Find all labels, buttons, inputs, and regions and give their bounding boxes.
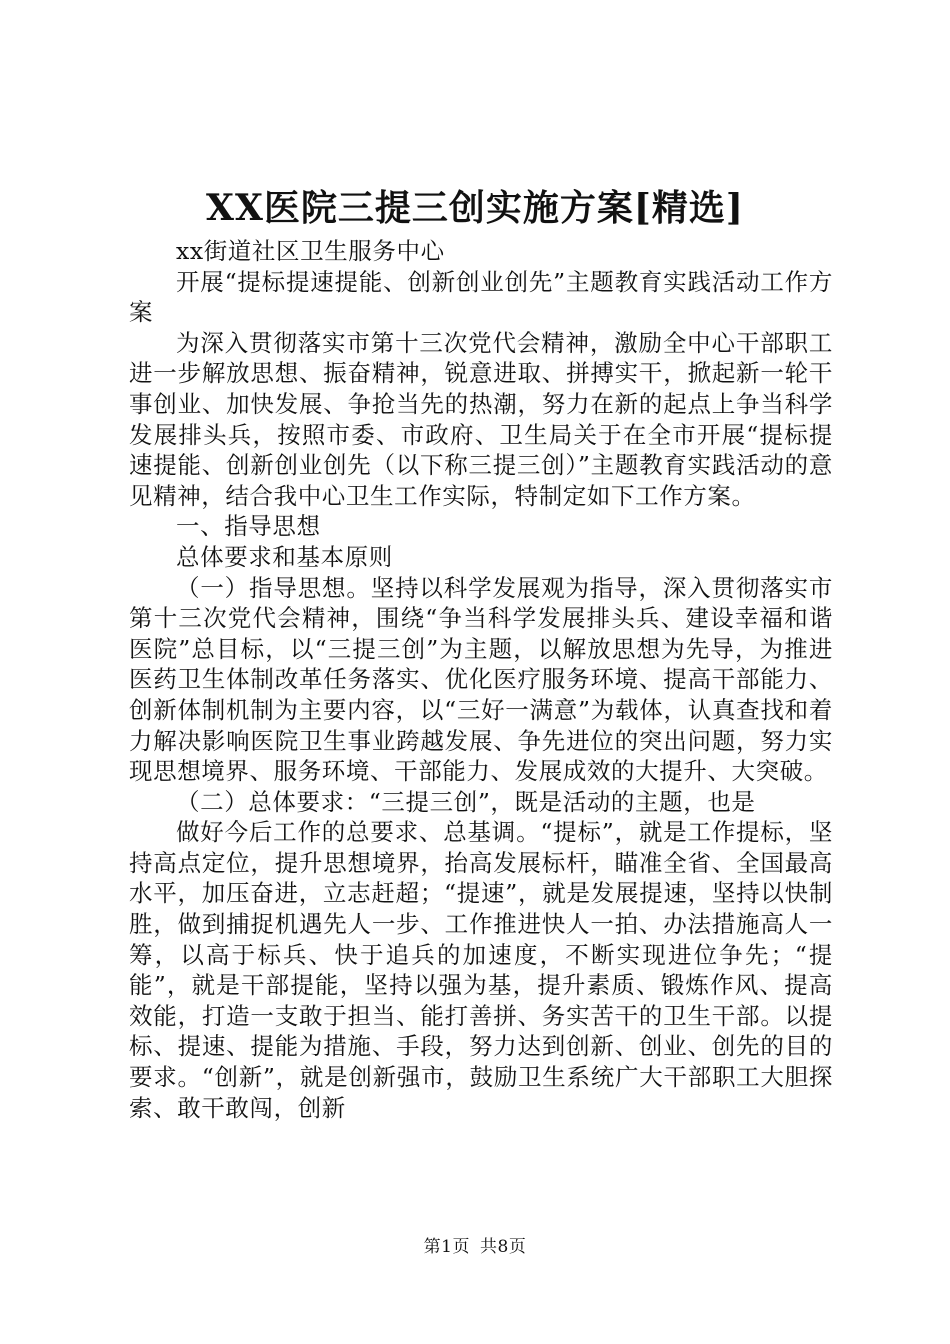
- page-total: 共8页: [480, 1237, 527, 1257]
- plan-subtitle: 开展“提标提速提能、创新创业创先”主题教育实践活动工作方案: [129, 267, 833, 327]
- document-title: XX医院三提三创实施方案[精选]: [206, 187, 744, 229]
- guiding-ideology-paragraph: （一）指导思想。坚持以科学发展观为指导，深入贯彻落实市第十三次党代会精神，围绕“争当科学发展排头兵、建设幸福和谐医院”总目标，以“三提三创”为主题，以解放思想为先导，为推进医药卫生体制改革任务落实、优化医疗服务环境、提高干部能力、创新体制机制为主要内容，以“三好一满意”为载体，认真查找和着力解决影响医院卫生事业跨越发展、争先进位的突出问题，努力实现思想境界、服务环境、干部能力、发展成效的大提升、大突破。: [129, 573, 833, 786]
- section-subheading: 总体要求和基本原则: [176, 542, 393, 571]
- general-requirements-lead: （二）总体要求：“三提三创”，既是活动的主题，也是: [176, 787, 756, 816]
- page-footer: [0, 1235, 950, 1259]
- org-name-line: xx街道社区卫生服务中心: [176, 237, 445, 265]
- section-heading: 一、指导思想: [176, 512, 321, 541]
- document-body: [129, 236, 833, 1123]
- intro-paragraph: 为深入贯彻落实市第十三次党代会精神，激励全中心干部职工进一步解放思想、振奋精神，锐意进取、拼搏实干，掀起新一轮干事创业、加快发展、争抢当先的热潮，努力在新的起点上争当科学发展排头兵，按照市委、市政府、卫生局关于在全市开展“提标提速提能、创新创业创先（以下称三提三创）”主题教育实践活动的意见精神，结合我中心卫生工作实际，特制定如下工作方案。: [129, 328, 833, 510]
- page-number: 第1页: [423, 1237, 470, 1257]
- general-requirements-paragraph: 做好今后工作的总要求、总基调。“提标”，就是工作提标，坚持高点定位，提升思想境界，抬高发展标杆，瞄准全省、全国最高水平，加压奋进，立志赶超；“提速”，就是发展提速，坚持以快制胜，做到捕捉机遇先人一步、工作推进快人一拍、办法措施高人一筹，以高于标兵、快于追兵的加速度，不断实现进位争先；“提能”，就是干部提能，坚持以强为基，提升素质、锻炼作风、提高效能，打造一支敢于担当、能打善拼、务实苦干的卫生干部。以提标、提速、提能为措施、手段，努力达到创新、创业、创先的目的要求。“创新”，就是创新强市，鼓励卫生系统广大干部职工大胆探索、敢干敢闯，创新: [129, 818, 833, 1122]
